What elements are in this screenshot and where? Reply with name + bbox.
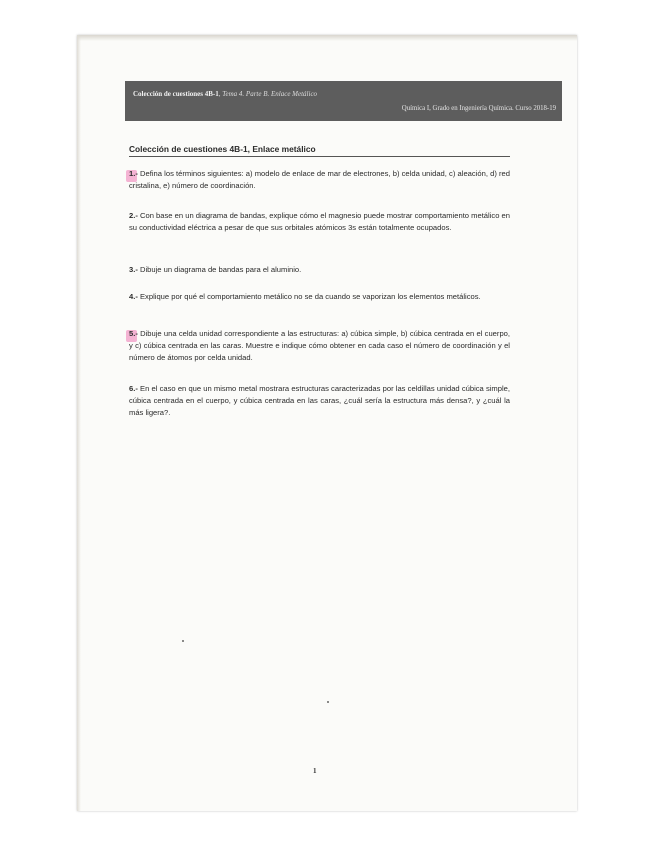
question-number: 6.- bbox=[129, 384, 138, 393]
header-course-bold: Colección de cuestiones 4B-1 bbox=[133, 90, 219, 98]
title-underline bbox=[129, 156, 510, 157]
question-text: Dibuje un diagrama de bandas para el aluminio. bbox=[137, 265, 302, 274]
question-number: 3.- bbox=[129, 265, 138, 274]
question-1 bbox=[129, 168, 510, 192]
question-4 bbox=[129, 291, 510, 303]
page-edge-shadow bbox=[77, 35, 577, 41]
header-banner bbox=[125, 81, 562, 121]
question-number: 2.- bbox=[129, 211, 138, 220]
page-title: Colección de cuestiones 4B-1, Enlace metálico bbox=[129, 144, 316, 154]
question-text: En el caso en que un mismo metal mostrara estructuras caracterizadas por las celdillas unidad cúbica simple, cúbica centrada en el cuerpo, y cúbica centrada en las caras, ¿cuál sería la estructura más densa?, y ¿cuál la más ligera?. bbox=[129, 384, 510, 417]
question-number: 1.- bbox=[129, 169, 138, 178]
question-2 bbox=[129, 210, 510, 234]
header-subtitle: Química I, Grado en Ingeniería Química. Curso 2018-19 bbox=[401, 105, 556, 112]
question-number: 4.- bbox=[129, 292, 138, 301]
paper-speck bbox=[182, 640, 184, 642]
question-5 bbox=[129, 328, 510, 364]
question-text: Dibuje una celda unidad correspondiente a las estructuras: a) cúbica simple, b) cúbica centrada en el cuerpo, y c) cúbica centrada en las caras. Muestre e indique cómo obtener en cada caso el número de coordinación y el número de átomos por celda unidad. bbox=[129, 329, 510, 362]
page-number: 1 bbox=[313, 767, 317, 775]
question-3 bbox=[129, 264, 510, 276]
header-course-topic: , Tema 4. Parte B. Enlace Metálico bbox=[218, 90, 318, 98]
question-number: 5.- bbox=[129, 329, 138, 338]
question-text: Explique por qué el comportamiento metálico no se da cuando se vaporizan los elementos metálicos. bbox=[137, 292, 481, 301]
paper-speck bbox=[327, 701, 329, 703]
question-text: Con base en un diagrama de bandas, explique cómo el magnesio puede mostrar comportamiento metálico en su conductividad eléctrica a pesar de que sus orbitales atómicos 3s están totalmente ocupados. bbox=[129, 211, 510, 232]
page-edge-shadow-left bbox=[77, 35, 81, 811]
document-page bbox=[77, 35, 577, 811]
header-course-line bbox=[133, 90, 317, 98]
question-6 bbox=[129, 383, 510, 419]
question-text: Defina los términos siguientes: a) modelo de enlace de mar de electrones, b) celda unidad, c) aleación, d) red cristalina, e) número de coordinación. bbox=[129, 169, 510, 190]
